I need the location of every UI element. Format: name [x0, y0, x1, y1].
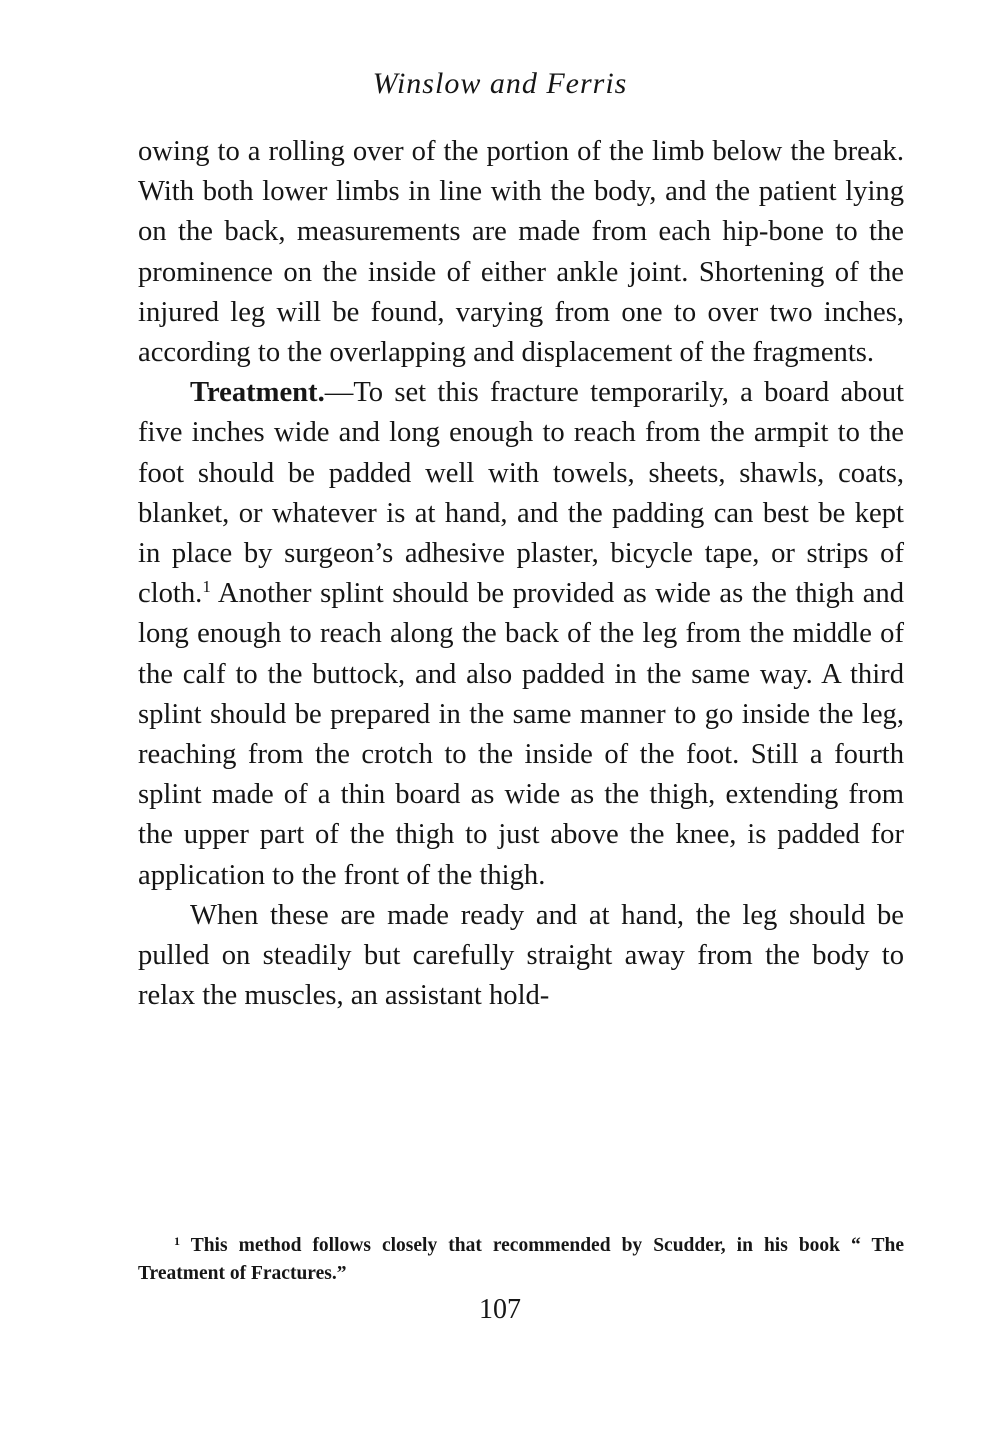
- footnote-text: This method follows closely that recommended by Scudder, in his book “ The Treatment of Fractures.”: [138, 1235, 904, 1284]
- paragraph-text: When these are made ready and at hand, the leg should be pulled on steadily but carefully straight away from the body to relax the muscles, an assistant hold-: [138, 899, 904, 1012]
- footnote: [138, 1232, 904, 1288]
- running-head: Winslow and Ferris: [372, 67, 628, 100]
- run-in-heading: Treatment.: [190, 377, 325, 409]
- footnote-reference: 1: [202, 577, 211, 597]
- footnote-marker: 1: [174, 1234, 180, 1248]
- paragraph-procedure: [138, 896, 904, 1017]
- paragraph-text: —To set this fracture temporarily, a board about five inches wide and long enough to reach from the armpit to the foot should be padded well with towels, sheets, shawls, coats, blanket, or whatever is at hand, and the padding can best be kept in place by surgeon’s adhesive plaster, bicycle tape, or strips of cloth.: [138, 377, 904, 610]
- page-number: 107: [479, 1294, 521, 1325]
- body-text: [138, 132, 904, 1016]
- paragraph-treatment: [138, 373, 904, 896]
- paragraph-text: Another splint should be provided as wide as the thigh and long enough to reach along the back of the leg from the middle of the calf to the buttock, and also padded in the same way. A third splint should be prepared in the same manner to go inside the leg, reaching from the crotch to the inside of the foot. Still a fourth splint made of a thin board as wide as the thigh, extending from the upper part of the thigh to just above the knee, is padded for application to the front of the thigh.: [138, 578, 904, 891]
- paragraph-text: owing to a rolling over of the portion of the limb below the break. With both lower limbs in line with the body, and the patient lying on the back, measurements are made from each hip-bone to the prominence on the inside of either ankle joint. Shortening of the injured leg will be found, varying from one to over two inches, according to the overlapping and displacement of the fragments.: [138, 136, 904, 369]
- paragraph-continued: [138, 132, 904, 373]
